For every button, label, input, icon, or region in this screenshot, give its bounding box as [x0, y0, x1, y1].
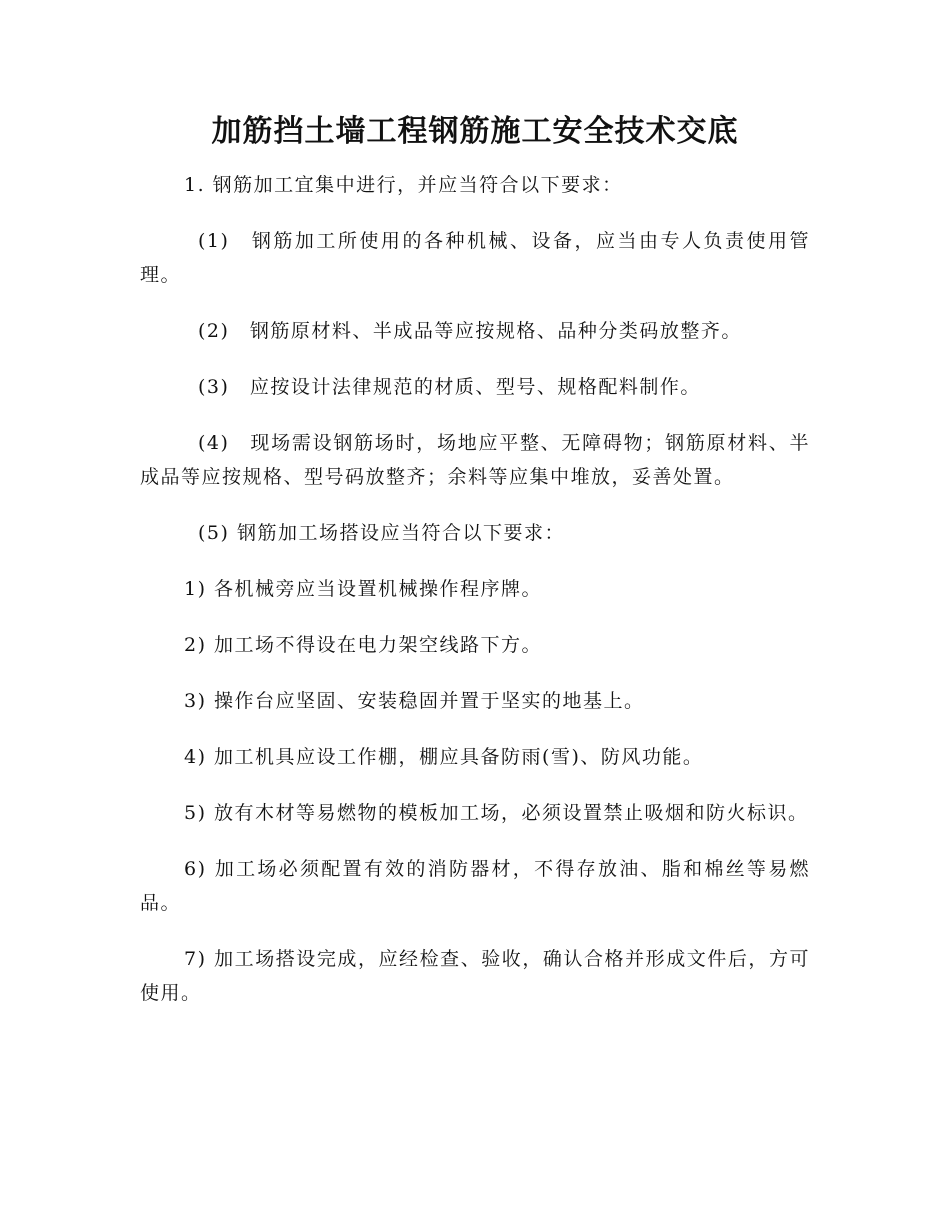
paragraph-item-1: 1) 各机械旁应当设置机械操作程序牌。 — [184, 578, 543, 600]
paragraph-item-2: 2) 加工场不得设在电力架空线路下方。 — [184, 634, 543, 656]
paragraph-1-1: (1) 钢筋加工所使用的各种机械、设备，应当由专人负责使用管理。 — [140, 230, 810, 286]
paragraph-1-5: (5) 钢筋加工场搭设应当符合以下要求： — [198, 522, 565, 544]
paragraph-1-3: (3) 应按设计法律规范的材质、型号、规格配料制作。 — [198, 376, 701, 398]
paragraph-item-4: 4) 加工机具应设工作棚，棚应具备防雨(雪)、防风功能。 — [184, 746, 704, 768]
paragraph-item-6: 6) 加工场必须配置有效的消防器材，不得存放油、脂和棉丝等易燃品。 — [140, 858, 810, 914]
paragraph-1: 1. 钢筋加工宜集中进行，并应当符合以下要求： — [184, 174, 623, 196]
paragraph-item-5: 5) 放有木材等易燃物的模板加工场，必须设置禁止吸烟和防火标识。 — [184, 802, 809, 824]
document-body — [140, 168, 810, 1032]
paragraph-item-7: 7) 加工场搭设完成，应经检查、验收，确认合格并形成文件后，方可使用。 — [140, 948, 810, 1004]
document-title: 加筋挡土墙工程钢筋施工安全技术交底 — [211, 114, 739, 149]
paragraph-1-4: (4) 现场需设钢筋场时，场地应平整、无障碍物；钢筋原材料、半成品等应按规格、型号码放整齐；余料等应集中堆放，妥善处置。 — [140, 432, 810, 488]
paragraph-1-2: (2) 钢筋原材料、半成品等应按规格、品种分类码放整齐。 — [198, 320, 742, 342]
paragraph-item-3: 3) 操作台应坚固、安装稳固并置于坚实的地基上。 — [184, 690, 645, 712]
